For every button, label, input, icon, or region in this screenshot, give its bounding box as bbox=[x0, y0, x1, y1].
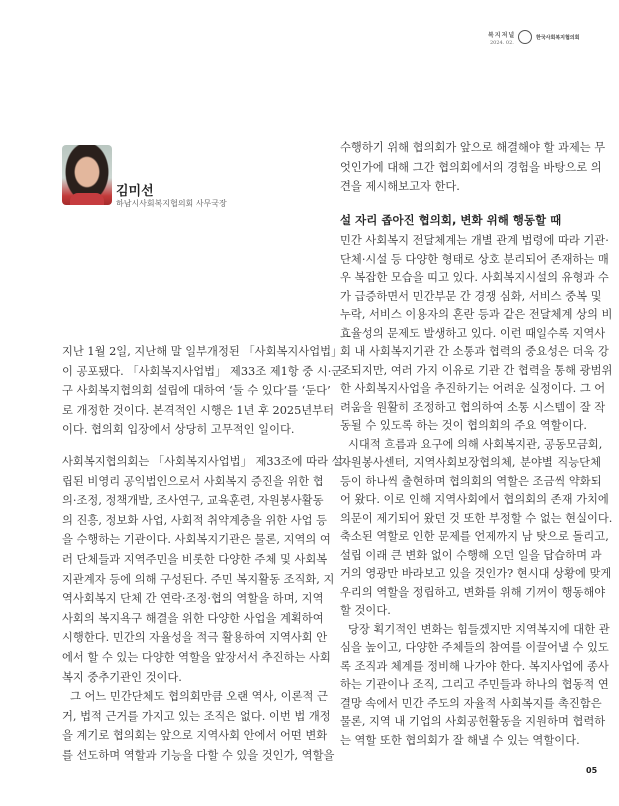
text-line: 효율성의 문제도 발생하고 있다. 이런 때일수록 지역사 bbox=[340, 326, 606, 340]
right-intro bbox=[340, 138, 606, 197]
author-photo bbox=[62, 145, 112, 205]
text-line: 엇인가에 대해 그간 협의회에서의 경험을 바탕으로 의 bbox=[340, 160, 602, 174]
text-line: 록 조직과 체계를 정비해 나가야 한다. 복지사업에 종사 bbox=[340, 659, 609, 673]
issue-date: 2024. 02. bbox=[490, 40, 514, 46]
text-line: 거, 법적 근거를 가지고 있는 조직은 없다. 이번 법 개정 bbox=[62, 709, 331, 723]
text-line: 회 내 사회복지기관 간 소통과 협력의 중요성은 더욱 강 bbox=[340, 345, 609, 358]
author-role: 하남시사회복지협의회 사무국장 bbox=[116, 199, 227, 208]
text-line: 누락, 서비스 이용자의 혼란 등과 같은 전달체계 상의 비 bbox=[340, 308, 613, 321]
text-line: 지난 1월 2일, 지난해 말 일부개정된 「사회복지사업법」 bbox=[62, 345, 343, 358]
right-column bbox=[340, 232, 613, 750]
text-line: 을 계기로 협의회는 앞으로 지역사회 안에서 어떤 변화 bbox=[62, 729, 328, 743]
text-line: 지관계자 등에 의해 구성된다. 주민 복지활동 조직화, 지 bbox=[62, 572, 335, 586]
text-line: 사회복지협의회는 「사회복지사업법」 제33조에 따라 설 bbox=[62, 454, 343, 468]
text-line: 려움을 원활히 조정하고 협의하여 소통 시스템이 잘 작 bbox=[340, 400, 606, 414]
text-line: 축소된 역할로 인한 문제를 언제까지 남 탓으로 돌리고, bbox=[340, 530, 609, 543]
text-line: 견을 제시해보고자 한다. bbox=[340, 180, 460, 194]
text-line: 이다. 협의회 입장에서 상당히 고무적인 일이다. bbox=[62, 423, 295, 437]
text-line: 우 복잡한 모습을 띠고 있다. 사회복지시설의 유형과 수 bbox=[340, 271, 609, 284]
text-line: 한 사회복지사업을 추진하기는 어려운 실정이다. 그 어 bbox=[340, 382, 606, 395]
text-line: 시대적 흐름과 요구에 의해 사회복지관, 공동모금회, bbox=[348, 437, 603, 451]
text-line: 심을 높이고, 다양한 주체들의 참여를 이끌어낼 수 있도 bbox=[340, 641, 609, 654]
left-column bbox=[62, 342, 346, 765]
org-logo-icon bbox=[518, 30, 532, 44]
text-line: 의·조정, 정책개발, 조사연구, 교육훈련, 자원봉사활동 bbox=[62, 494, 324, 508]
text-line: 할 것이다. bbox=[340, 604, 391, 617]
text-line: 설립 이래 큰 변화 없이 수행해 오던 일을 답습하며 과 bbox=[340, 548, 602, 562]
text-line: 가 급증하면서 민간부문 간 경쟁 심화, 서비스 중복 및 bbox=[340, 289, 602, 303]
text-line: 단체·시설 등 다양한 형태로 상호 분리되어 존재하는 매 bbox=[340, 252, 609, 266]
org-name: 한국사회복지협의회 bbox=[536, 35, 580, 41]
text-line: 자원봉사센터, 지역사회보장협의체, 분야별 직능단체 bbox=[340, 456, 601, 469]
text-line: 등이 하나씩 출현하며 협의회의 역할은 조금씩 약화되 bbox=[340, 474, 602, 488]
author-name: 김미선 bbox=[116, 184, 154, 199]
text-line: 어 왔다. 이로 인해 지역사회에서 협의회의 존재 가치에 bbox=[340, 493, 609, 506]
text-line: 구 사회복지협의회 설립에 대하여 ‘둘 수 있다’를 ‘둔다’ bbox=[62, 384, 331, 398]
text-line: 로 개정한 것이다. 본격적인 시행은 1년 후 2025년부터 bbox=[62, 403, 335, 417]
text-line: 립된 비영리 공익법인으로서 사회복지 증진을 위한 협 bbox=[62, 474, 324, 488]
text-line: 당장 획기적인 변화는 힘들겠지만 지역복지에 대한 관 bbox=[348, 622, 610, 636]
text-line: 러 단체들과 지역주민을 비롯한 다양한 주체 및 사회복 bbox=[62, 552, 328, 566]
author-photo-shirt bbox=[70, 193, 104, 205]
text-line: 는 역할 또한 협의회가 잘 해낼 수 있는 역할이다. bbox=[340, 733, 580, 747]
text-line: 결망 속에서 민간 주도의 자율적 사회복지를 촉진함은 bbox=[340, 696, 602, 710]
text-line: 역사회복지 단체 간 연락·조정·협의 역할을 하며, 지역 bbox=[62, 592, 324, 606]
text-line: 의문이 제기되어 왔던 것 또한 부정할 수 없는 현실이다. bbox=[340, 511, 613, 525]
text-line: 하는 기관이나 조직, 그리고 주민들과 하나의 협동적 연 bbox=[340, 678, 609, 691]
text-line: 사회의 복지욕구 해결을 위한 다양한 사업을 계획하여 bbox=[62, 611, 324, 625]
text-line: 의 진흥, 정보화 사업, 사회적 취약계층을 위한 사업 등 bbox=[62, 513, 328, 527]
text-line: 민간 사회복지 전달체계는 개별 관계 법령에 따라 기관· bbox=[340, 234, 609, 247]
text-line: 를 선도하며 역할과 기능을 다할 수 있을 것인가, 역할을 bbox=[62, 748, 335, 762]
text-line: 을 수행하는 기관이다. 사회복지기관은 물론, 지역의 여 bbox=[62, 533, 331, 547]
text-line: 복지 중추기관인 것이다. bbox=[62, 670, 182, 684]
text-line: 물론, 지역 내 기업의 사회공헌활동을 지원하며 협력하 bbox=[340, 715, 606, 728]
text-line: 수행하기 위해 협의회가 앞으로 해결해야 할 과제는 무 bbox=[340, 141, 606, 154]
text-line: 우리의 역할을 정립하고, 변화를 위해 기꺼이 행동해야 bbox=[340, 585, 606, 599]
page-number: 05 bbox=[586, 766, 598, 775]
text-line: 이 공포됐다. 「사회복지사업법」 제33조 제1항 중 시·군· bbox=[62, 364, 346, 378]
section-heading: 설 자리 좁아진 협의회, 변화 위해 행동할 때 bbox=[340, 213, 562, 227]
paragraph-gap bbox=[62, 440, 321, 452]
text-line: 그 어느 민간단체도 협의회만큼 오랜 역사, 이론적 근 bbox=[70, 690, 328, 704]
text-line: 시행한다. 민간의 자율성을 적극 활용하여 지역사회 안 bbox=[62, 631, 328, 645]
text-line: 거의 영광만 바라보고 있을 것인가? 현시대 상황에 맞게 bbox=[340, 567, 612, 580]
text-line: 에서 할 수 있는 다양한 역할을 앞장서서 추진하는 사회 bbox=[62, 650, 331, 664]
text-line: 조되지만, 여러 가지 이유로 기관 간 협력을 통해 광범위 bbox=[340, 363, 613, 377]
text-line: 동될 수 있도록 하는 것이 협의회의 주요 역할이다. bbox=[340, 419, 587, 432]
journal-header bbox=[470, 28, 610, 58]
journal-title: 복지저널 bbox=[488, 32, 516, 39]
